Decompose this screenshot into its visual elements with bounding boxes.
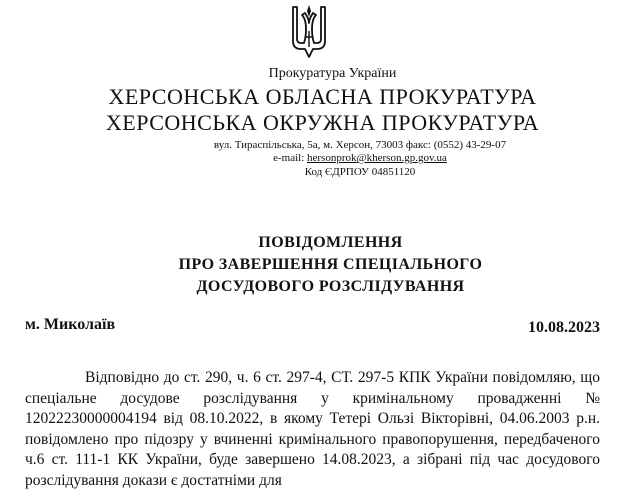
district-prosecutor-office: ХЕРСОНСЬКА ОКРУЖНА ПРОКУРАТУРА xyxy=(105,110,540,135)
regional-prosecutor-office: ХЕРСОНСЬКА ОБЛАСНА ПРОКУРАТУРА xyxy=(108,84,537,109)
email-label: e-mail: xyxy=(273,152,308,164)
trident-coat-of-arms-icon xyxy=(290,3,328,59)
email-link[interactable]: hersonprok@kherson.gp.gov.ua xyxy=(307,152,447,164)
document-date: 10.08.2023 xyxy=(528,319,600,336)
document-subtitle-line-2: ДОСУДОВОГО РОЗСЛІДУВАННЯ xyxy=(196,278,465,295)
notice-body-paragraph: Відповідно до ст. 290, ч. 6 ст. 297-4, СТ. 297-5 КПК України повідомляю, що спеціальне досудове розслідування у кримінальному провадженні № 12022230000004194 від 08.10.2022, в якому Тетері Ользі Вікторівні, 04.06.2003 р.н. повідомлено про підозру у вчиненні кримінального правопорушення, передбаченого ч.6 ст. 111-1 КК України, буде завершено 14.08.2023, а зібрані під час досудового розслідування докази є достатніми для xyxy=(25,369,600,489)
document-place: м. Миколаїв xyxy=(25,316,116,333)
document-subtitle-line-1: ПРО ЗАВЕРШЕННЯ СПЕЦІАЛЬНОГО xyxy=(178,256,483,273)
email-line xyxy=(150,152,570,164)
office-address: вул. Тираспільська, 5а, м. Херсон, 73003 факс: (0552) 43-29-07 xyxy=(213,139,507,151)
document-title: ПОВІДОМЛЕННЯ xyxy=(258,234,403,251)
edrpou-code: Код ЄДРПОУ 04851120 xyxy=(304,166,416,178)
agency-name: Прокуратура України xyxy=(268,66,397,81)
